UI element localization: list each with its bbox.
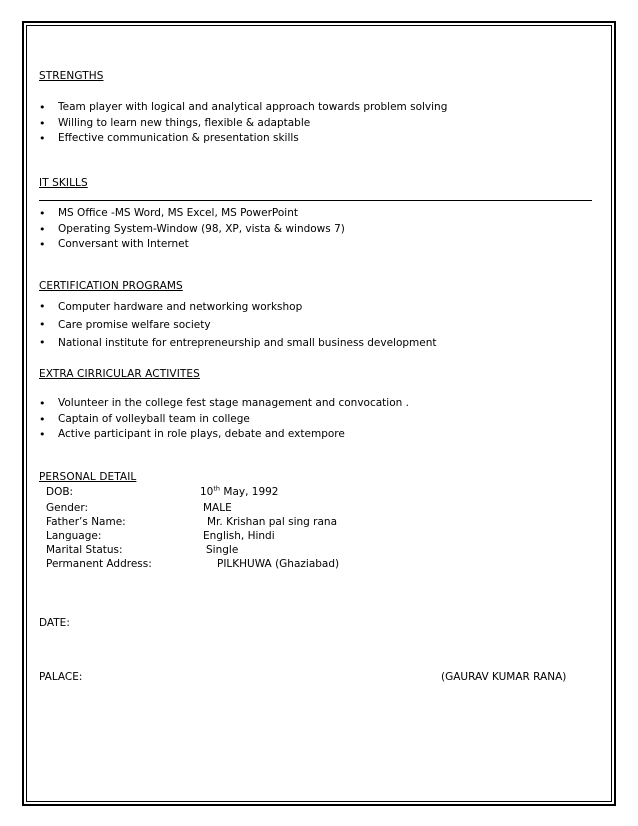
date-label: DATE: (39, 617, 70, 629)
strengths-list (39, 100, 447, 147)
certification-list (39, 298, 437, 352)
list-item: • Computer hardware and networking workshop (39, 298, 437, 316)
list-item: • Team player with logical and analytical approach towards problem solving (39, 100, 447, 116)
language-label: Language: (46, 530, 102, 542)
dob-suffix: th (213, 484, 221, 493)
permanent-address-value: PILKHUWA (Ghaziabad) (217, 558, 340, 570)
permanent-address-label: Permanent Address: (46, 558, 152, 570)
list-item: • Conversant with Internet (39, 237, 345, 253)
father-name-label: Father’s Name: (46, 516, 126, 528)
certification-heading: CERTIFICATION PROGRAMS (39, 280, 183, 292)
gender-value: MALE (203, 502, 232, 514)
it-skills-heading: IT SKILLS (39, 177, 88, 189)
list-item: • Captain of volleyball team in college (39, 412, 409, 428)
list-item: • Volunteer in the college fest stage management and convocation . (39, 396, 409, 412)
list-item: • Operating System-Window (98, XP, vista & windows 7) (39, 222, 345, 238)
dob-label: DOB: (46, 486, 74, 498)
marital-status-label: Marital Status: (46, 544, 123, 556)
list-item: • MS Office -MS Word, MS Excel, MS PowerPoint (39, 206, 345, 222)
list-item: • Effective communication & presentation skills (39, 131, 447, 147)
dob-day: 10 (200, 486, 214, 498)
dob-rest: May, 1992 (220, 486, 279, 498)
language-value: English, Hindi (203, 530, 275, 542)
personal-detail-heading: PERSONAL DETAIL (39, 471, 137, 483)
strengths-heading: STRENGTHS (39, 70, 104, 82)
extra-curricular-list (39, 396, 409, 443)
place-label: PALACE: (39, 671, 83, 683)
gender-label: Gender: (46, 502, 89, 514)
signature-name: (GAURAV KUMAR RANA) (441, 671, 567, 683)
list-item: • Active participant in role plays, debate and extempore (39, 427, 409, 443)
list-item: • Willing to learn new things, flexible & adaptable (39, 116, 447, 132)
section-divider (39, 200, 592, 201)
list-item: • Care promise welfare society (39, 316, 437, 334)
it-skills-list (39, 206, 345, 253)
extra-curricular-heading: EXTRA CIRRICULAR ACTIVITES (39, 368, 200, 380)
father-name-value: Mr. Krishan pal sing rana (207, 516, 337, 528)
marital-status-value: Single (206, 544, 239, 556)
list-item: • National institute for entrepreneurship and small business development (39, 334, 437, 352)
dob-value (200, 486, 279, 498)
